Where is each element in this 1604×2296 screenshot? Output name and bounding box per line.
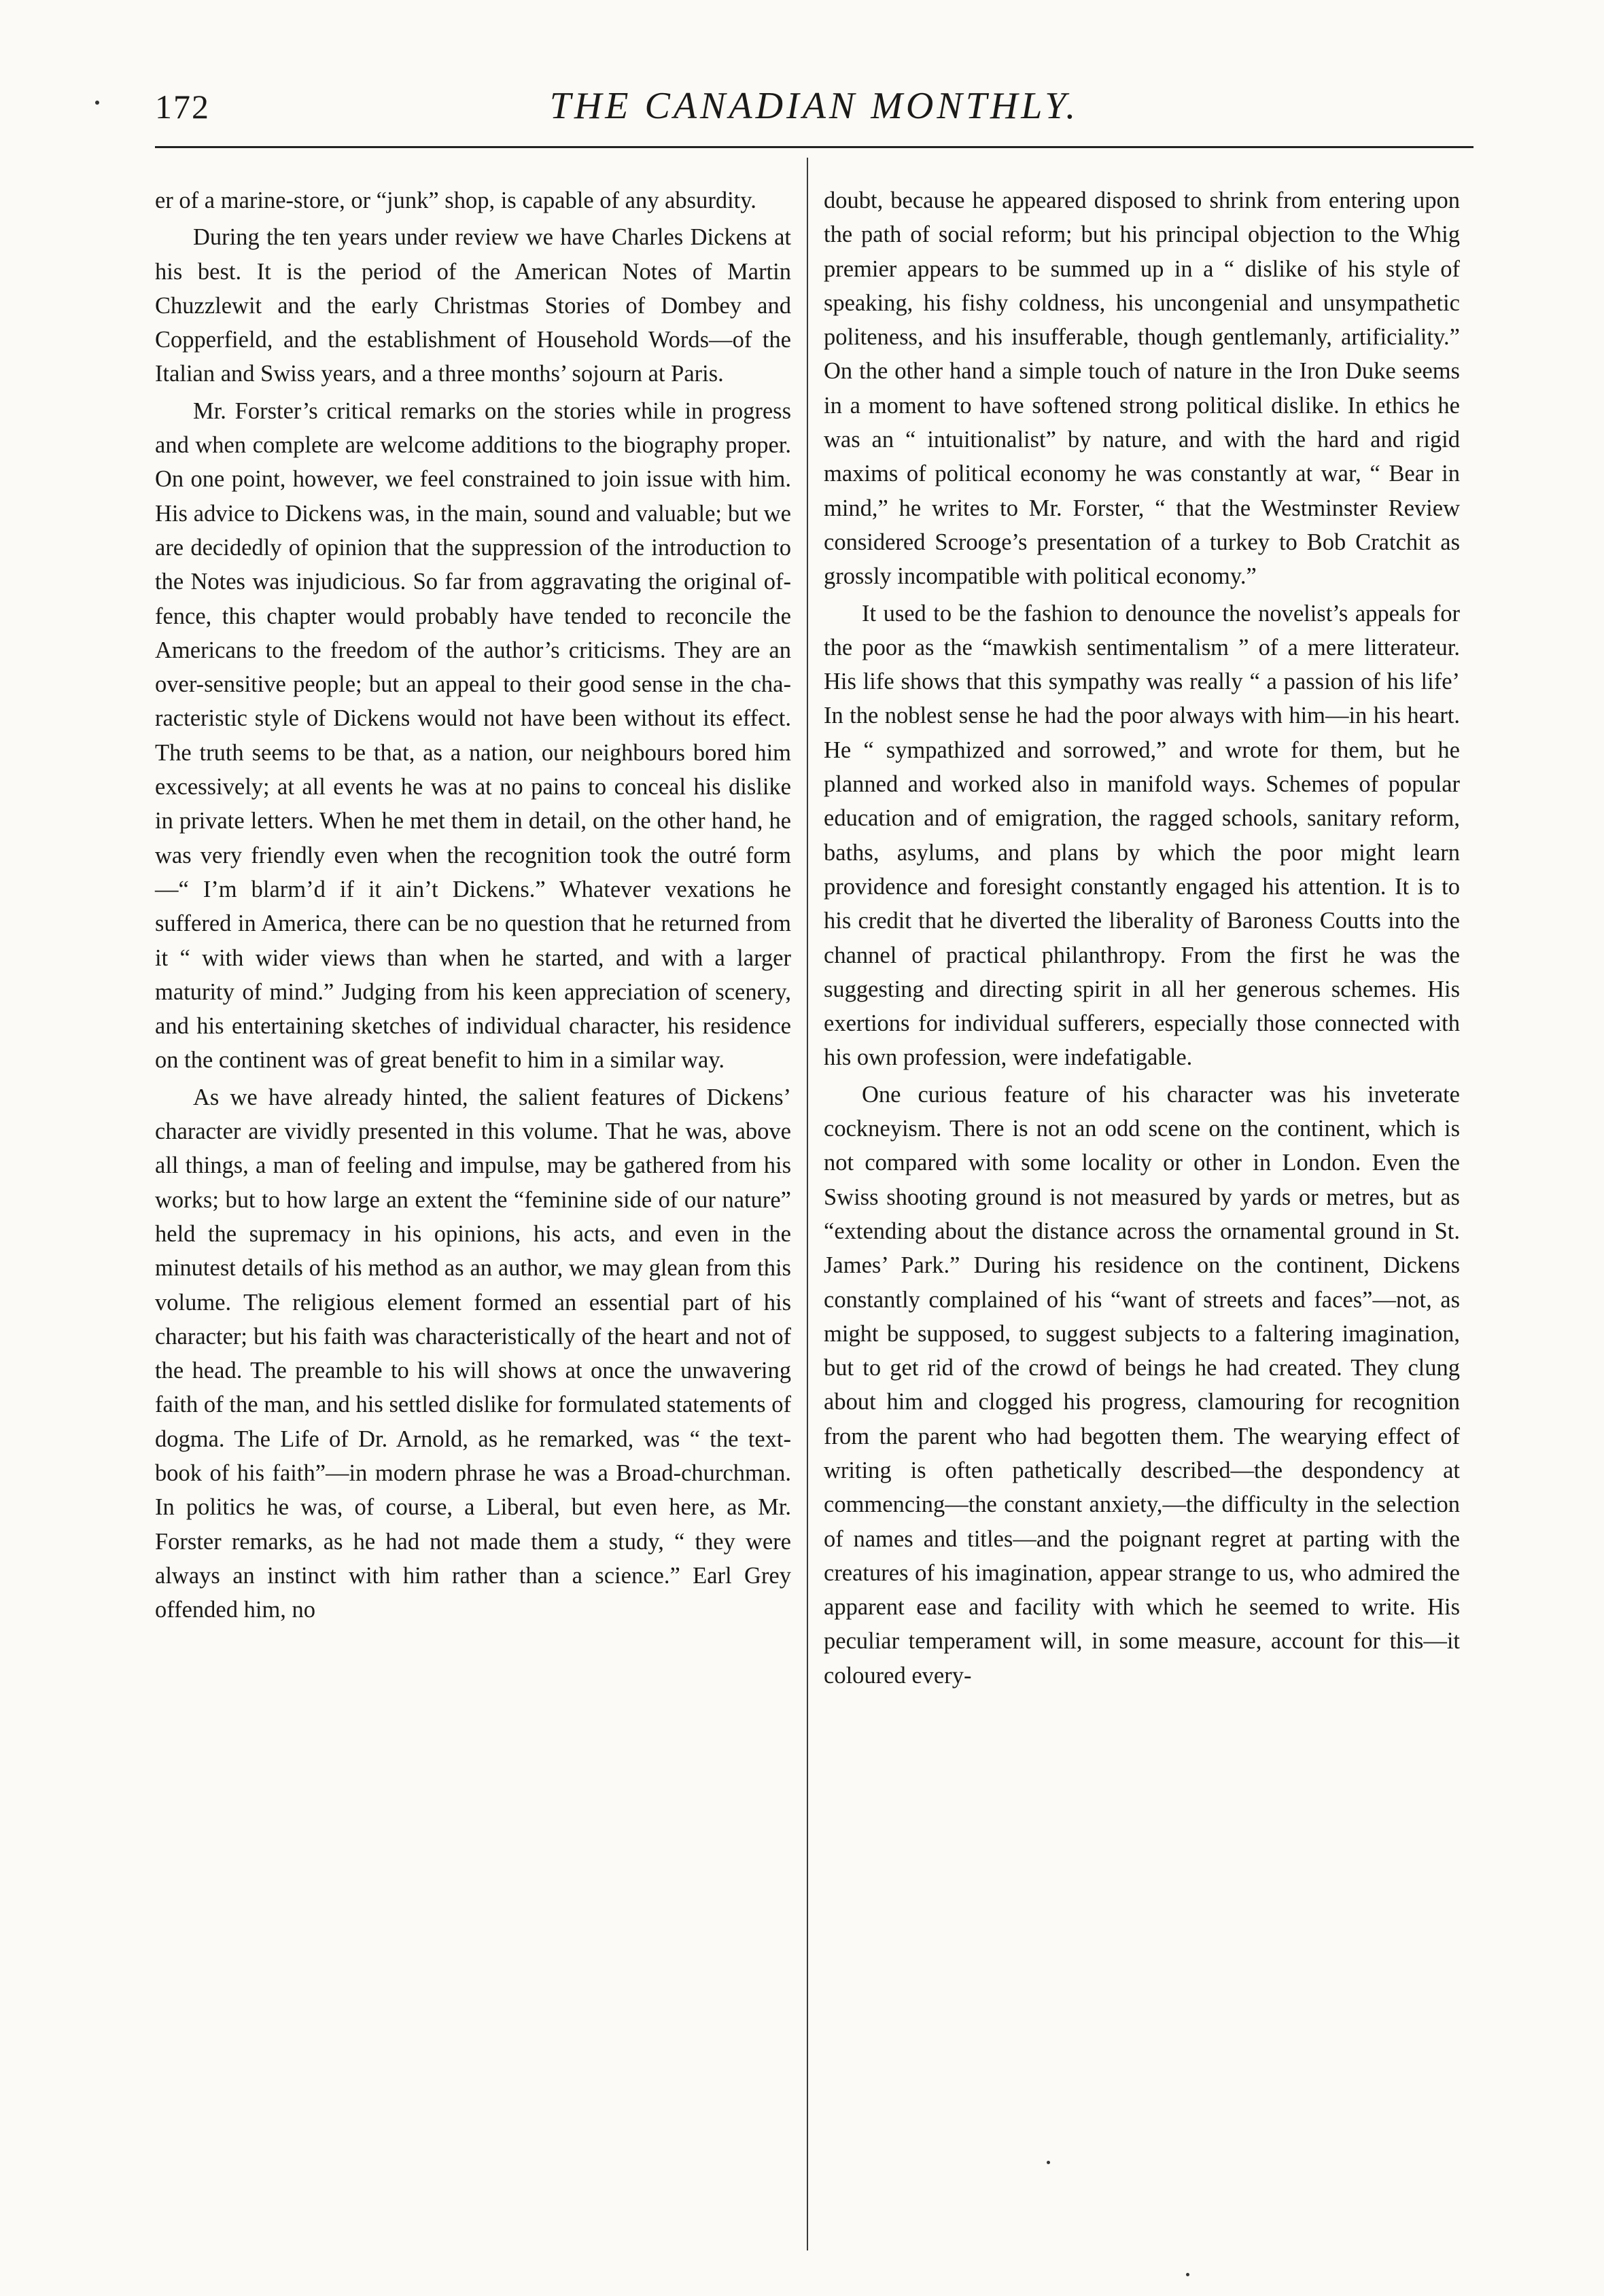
running-head: THE CANADIAN MONTHLY. <box>549 85 1079 127</box>
print-speck <box>1047 2161 1050 2164</box>
page-header <box>155 75 1474 136</box>
paragraph: Mr. Forster’s critical remarks on the stories while in progress and when complete are welcome additions to the biography proper. On one point, however, we feel constrained to join issue with him. His advice to Dickens was, in the main, sound and valuable; but we are decidedly of opinion that the suppression of the introduction to the Notes was injudicious. So far from aggravating the original offence, this chapter would probably have tended to reconcile the Americans to the freedom of the author’s criticisms. They are an over-sensitive people; but an appeal to their good sense in the characteristic style of Dickens would not have been without its effect. The truth seems to be that, as a nation, our neighbours bored him excessively; at all events he was at no pains to conceal his dislike in private letters. When he met them in detail, on the other hand, he was very friendly even when the recognition took the outré form—“ I’m blarm’d if it ain’t Dickens.” Whatever vexations he suffered in America, there can be no question that he returned from it “ with wider views than when he started, and with a larger maturity of mind.” Judging from his keen appreciation of scenery, and his entertaining sketches of individual character, his residence on the continent was of great benefit to him in a similar way. <box>155 398 791 1074</box>
header-rule <box>155 146 1474 148</box>
column-divider <box>807 158 808 2250</box>
paragraph: doubt, because he appeared disposed to shrink from entering upon the path of social reform; but his principal objection to the Whig premier appears to be summed up in a “ dislike of his style of speaking, his fishy coldness, his uncongenial and unsympathetic politeness, and his insufferable, though gentlemanly, artificiality.” On the other hand a simple touch of nature in the Iron Duke seems in a moment to have softened strong political dislike. In ethics he was an “ intuitionalist” by nature, and with the hard and rigid maxims of political economy he was constantly at war, “ Bear in mind,” he writes to Mr. Forster, “ that the Westminster Review considered Scrooge’s presentation of a turkey to Bob Cratchit as grossly incompatible with political economy.” <box>824 188 1460 590</box>
left-column <box>155 183 791 1627</box>
print-speck <box>95 101 99 105</box>
paragraph: er of a marine-store, or “junk” shop, is capable of any absurdity. <box>155 188 756 213</box>
right-column <box>824 183 1460 1693</box>
paragraph: It used to be the fashion to denounce the novelist’s appeals for the poor as the “mawkish sentimentalism ” of a mere litterateur. His life shows that this sympathy was really “ a passion of his life’ In the noblest sense he had the poor always with him—in his heart. He “ sympathized and sorrowed,” and wrote for them, but he planned and worked also in manifold ways. Schemes of popular education and of emigration, the ragged schools, sanitary reform, baths, asylums, and plans by which the poor might learn providence and foresight constantly engaged his attention. It is to his credit that he diverted the liberality of Baroness Coutts into the channel of practical philanthropy. From the first he was the suggesting and directing spirit in all her generous schemes. His exertions for individual sufferers, especially those connected with his own profession, were indefatigable. <box>824 600 1460 1071</box>
paragraph: One curious feature of his character was his inveterate cockneyism. There is not an odd scene on the continent, which is not compared with some locality or other in London. Even the Swiss shooting ground is not measured by yards or metres, but as “extending about the distance across the ornamental ground in St. James’ Park.” During his residence on the continent, Dickens constantly complained of his “want of streets and faces”—not, as might be supposed, to suggest subjects to a faltering imagination, but to get rid of the crowd of beings he had created. They clung about him and clogged his progress, clamouring for recognition from the parent who had begotten them. The wearying effect of writing is often pathetically described—the despondency at commencing—the constant anxiety,—the difficulty in the selection of names and titles—and the poignant regret at parting with the creatures of his imagination, appear strange to us, who admired the apparent ease and facility with which he seemed to write. His peculiar temperament will, in some measure, account for this—it coloured every- <box>824 1081 1460 1689</box>
paragraph: During the ten years under review we have Charles Dickens at his best. It is the period of the American Notes of Martin Chuzzlewit and the early Christmas Stories of Dombey and Copperfield, and the establishment of Household Words—of the Italian and Swiss years, and a three months’ sojourn at Paris. <box>155 224 791 387</box>
page-number: 172 <box>155 88 210 126</box>
print-speck <box>1186 2273 1189 2276</box>
paragraph: As we have already hinted, the salient features of Dickens’ character are vividly presented in this volume. That he was, above all things, a man of feeling and impulse, may be gathered from his works; but to how large an extent the “feminine side of our nature” held the supremacy in his opinions, his acts, and even in the minutest details of his method as an author, we may glean from this volume. The religious element formed an essential part of his character; but his faith was characteristically of the heart and not of the head. The preamble to his will shows at once the unwavering faith of the man, and his settled dislike for formulated statements of dogma. The Life of Dr. Arnold, as he remarked, was “ the text-book of his faith”—in modern phrase he was a Broad-churchman. In politics he was, of course, a Liberal, but even here, as Mr. Forster remarks, as he had not made them a study, “ they were always an instinct with him rather than a science.” Earl Grey offended him, no <box>155 1084 791 1623</box>
